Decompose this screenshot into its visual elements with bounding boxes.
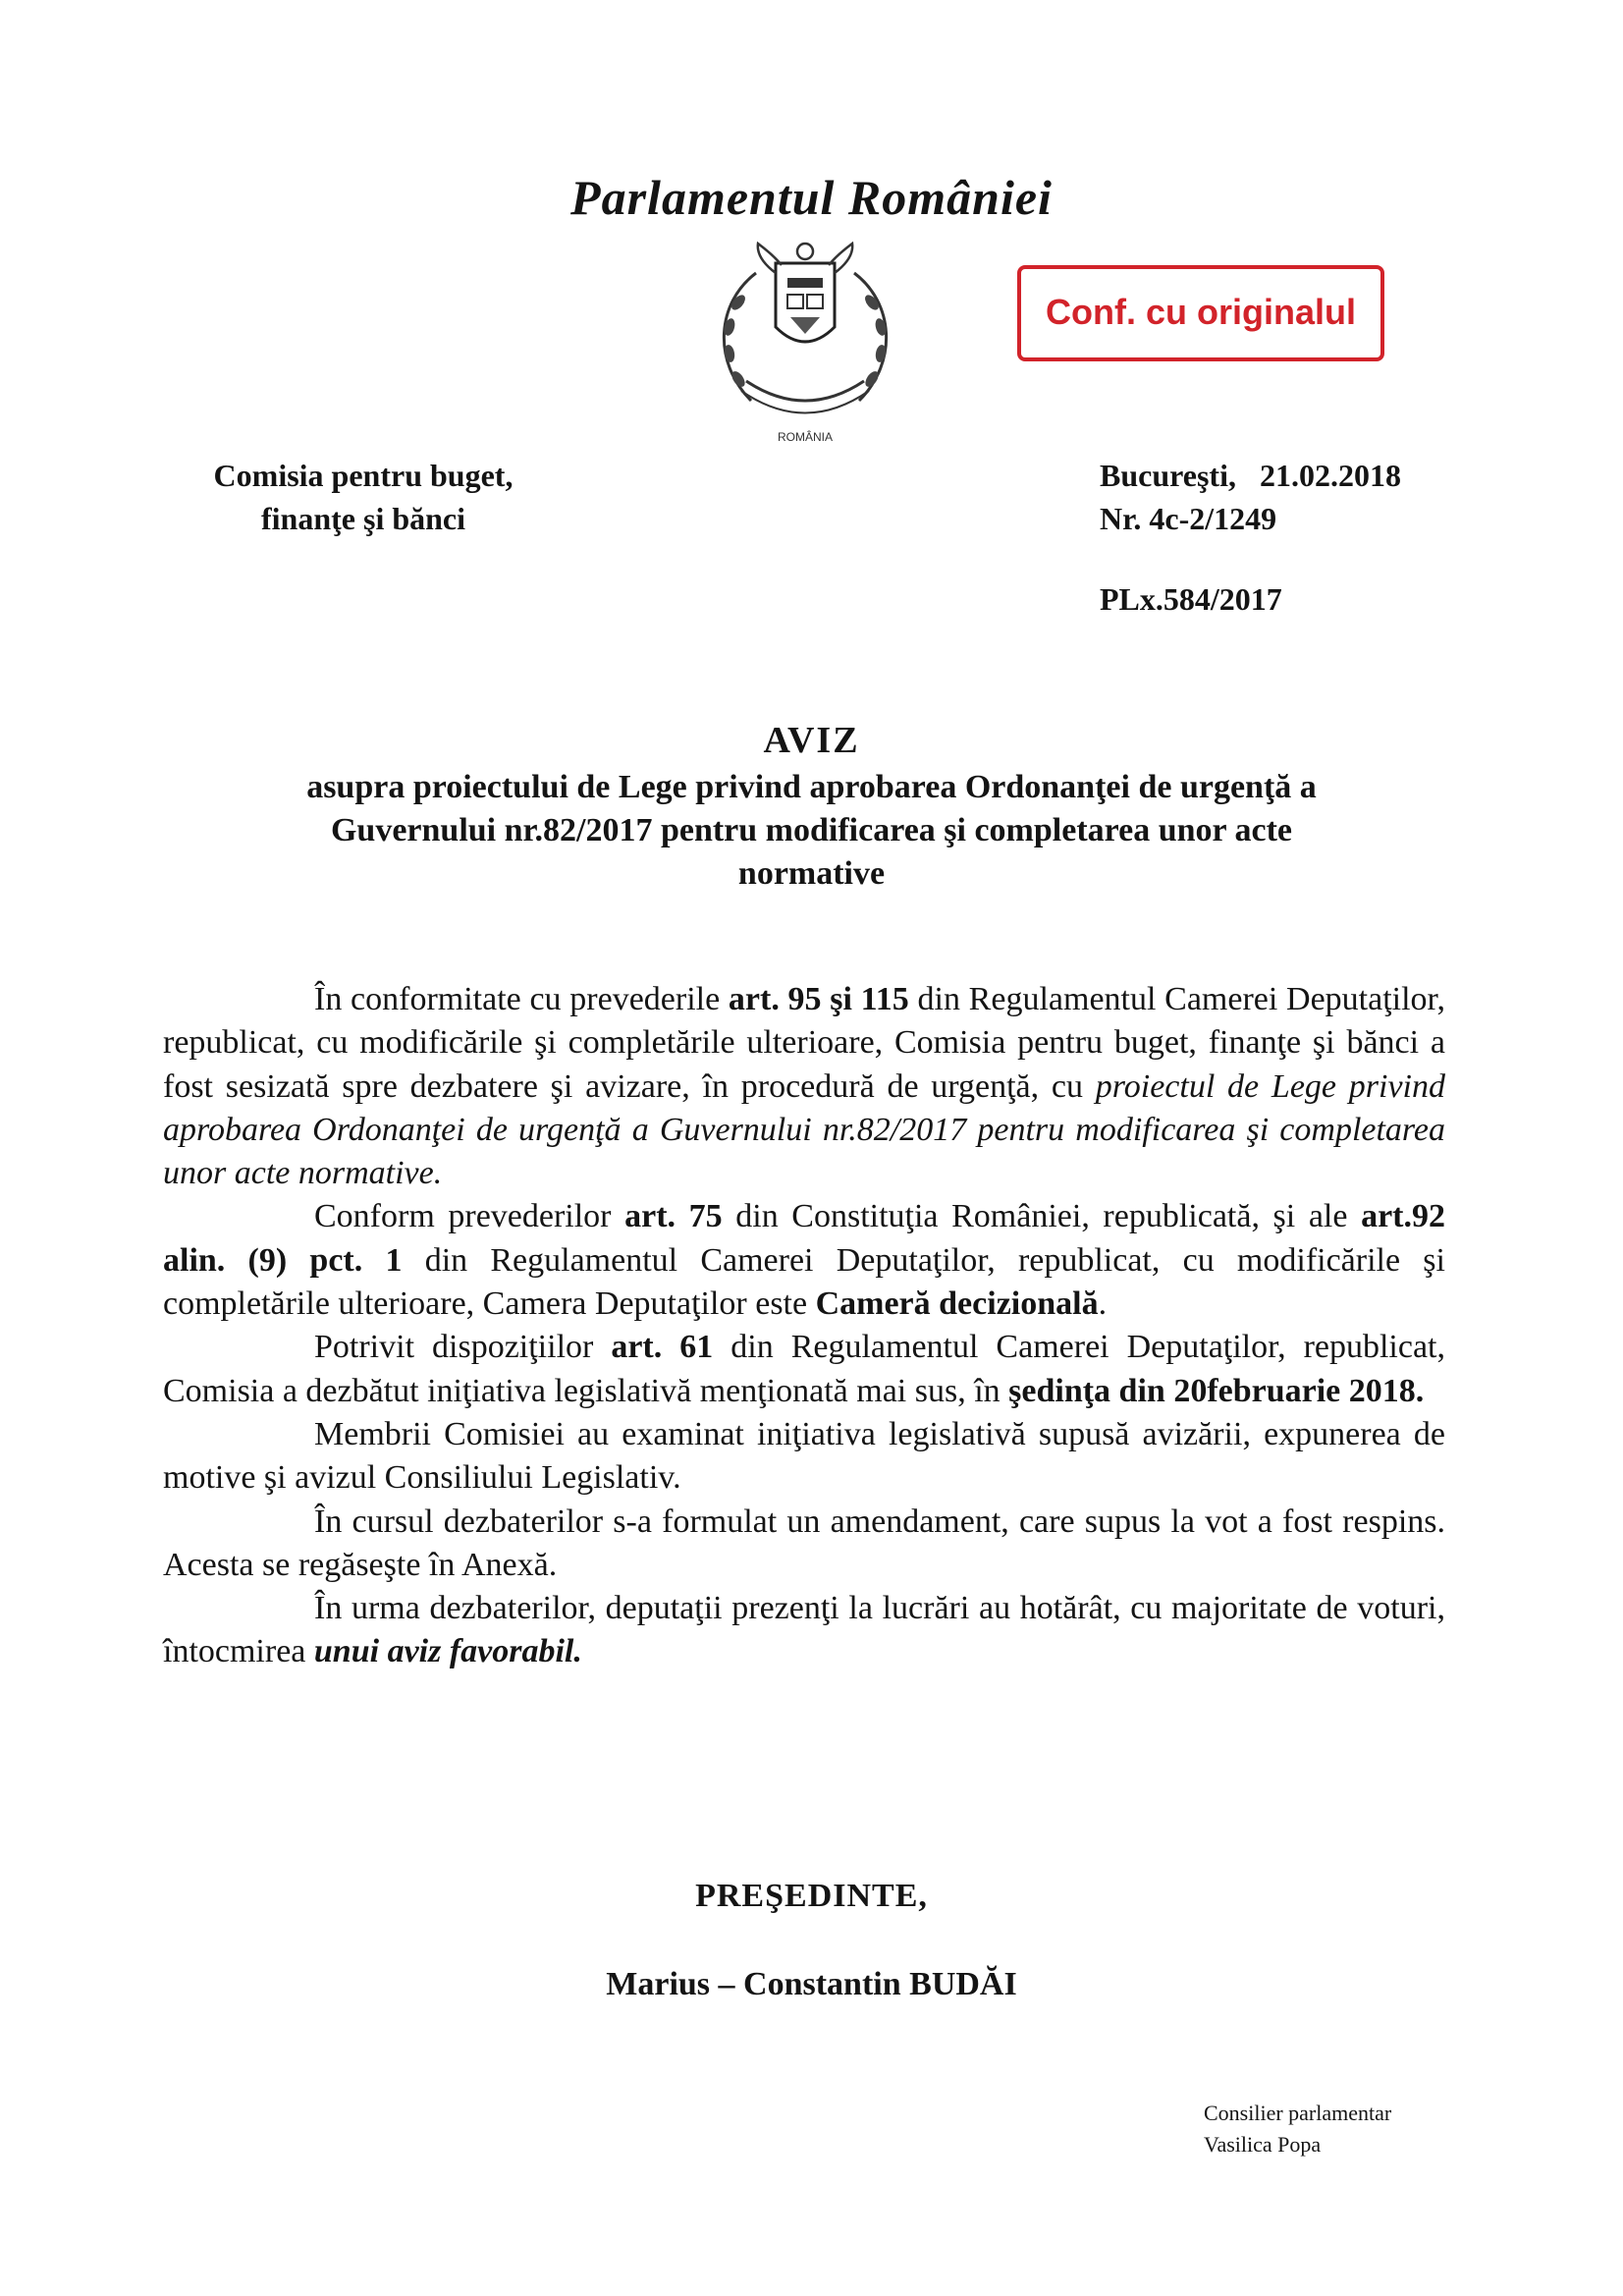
paragraph-5: În cursul dezbaterilor s-a formulat un amendament, care supus la vot a fost respins. Acesta se regăseşte în Anexă. <box>163 1503 1445 1583</box>
bold-ref: şedinţa din 20februarie 2018. <box>1008 1372 1425 1409</box>
bold-ref: art. 95 şi 115 <box>728 981 909 1017</box>
committee-line-2: finanţe şi bănci <box>260 501 466 536</box>
clerk-block <box>1204 2098 1391 2160</box>
clerk-title: Consilier parlamentar <box>1204 2101 1392 2125</box>
signatory-name: Marius – Constantin BUDĂI <box>606 1966 1017 2002</box>
place-date: Bucureşti, 21.02.2018 <box>1100 458 1401 493</box>
paragraph-1 <box>163 978 1445 1195</box>
bold-ref: art. 61 <box>611 1329 714 1366</box>
document-title: AVIZ <box>763 720 860 761</box>
bold-ref: art.92 alin. (9) pct. 1 <box>163 1198 1445 1279</box>
bold-ref: art. 75 <box>624 1198 723 1235</box>
clerk-name: Vasilica Popa <box>1204 2132 1322 2157</box>
paragraph-2 <box>163 1195 1445 1326</box>
signatory-role: PREŞEDINTE, <box>695 1878 928 1914</box>
text: din Constituţia României, republicată, şi ale <box>722 1198 1362 1235</box>
conformity-stamp: Conf. cu originalul <box>1017 265 1384 361</box>
text: . <box>1098 1285 1108 1323</box>
bold-italic-ref: unui aviz favorabil. <box>313 1633 582 1670</box>
bold-ref: Cameră decizională <box>815 1285 1099 1323</box>
text: În conformitate cu prevederile <box>314 981 729 1017</box>
chamber-emblem <box>697 234 913 445</box>
committee-line-1: Comisia pentru buget, <box>213 458 514 493</box>
text: În urma dezbaterilor, deputaţii prezenţi la lucrări au hotărât, cu majoritate de voturi, întocmirea <box>163 1590 1445 1670</box>
document-subtitle: asupra proiectului de Lege privind aprobarea Ordonanţei de urgenţă a Guvernului nr.82/2017 pentru modificarea şi completarea unor acte normative <box>306 769 1317 892</box>
paragraph-4: Membrii Comisiei au examinat iniţiativa legislativă supusă avizării, expunerea de motive şi avizul Consiliului Legislativ. <box>163 1415 1445 1497</box>
document-body <box>163 978 1445 1674</box>
text: din Regulamentul Camerei Deputaţilor, republicat, Comisia a dezbătut iniţiativa legislativă menţionată mai sus, în <box>163 1329 1446 1409</box>
text: Conform prevederilor <box>314 1198 625 1235</box>
emblem-caption: ROMÂNIA <box>777 430 834 444</box>
text: din Regulamentul Camerei Deputaţilor, republicat, cu modificările şi completările ulterioare, Comisia pentru buget, finanţe şi bănci a fost sesizată spre dezbatere şi avizare, în procedură de urgenţă, cu <box>163 981 1446 1105</box>
text: din Regulamentul Camerei Deputaţilor, republicat, cu modificările şi completările ulterioare, Camera Deputaţilor este <box>163 1241 1445 1323</box>
italic-ref: proiectul de Lege privind aprobarea Ordonanţei de urgenţă a Guvernului nr.82/2017 pentru modificarea şi completarea unor acte normative. <box>163 1067 1446 1192</box>
registration-number: Nr. 4c-2/1249 <box>1100 501 1277 536</box>
paragraph-6 <box>163 1587 1445 1674</box>
paragraph-3 <box>163 1326 1445 1413</box>
reference-block <box>1100 454 1512 540</box>
plx-number: PLx.584/2017 <box>1100 581 1282 617</box>
committee-name <box>177 454 550 540</box>
institution-title: Parlamentul României <box>570 170 1053 225</box>
text: Potrivit dispoziţiilor <box>314 1329 612 1366</box>
